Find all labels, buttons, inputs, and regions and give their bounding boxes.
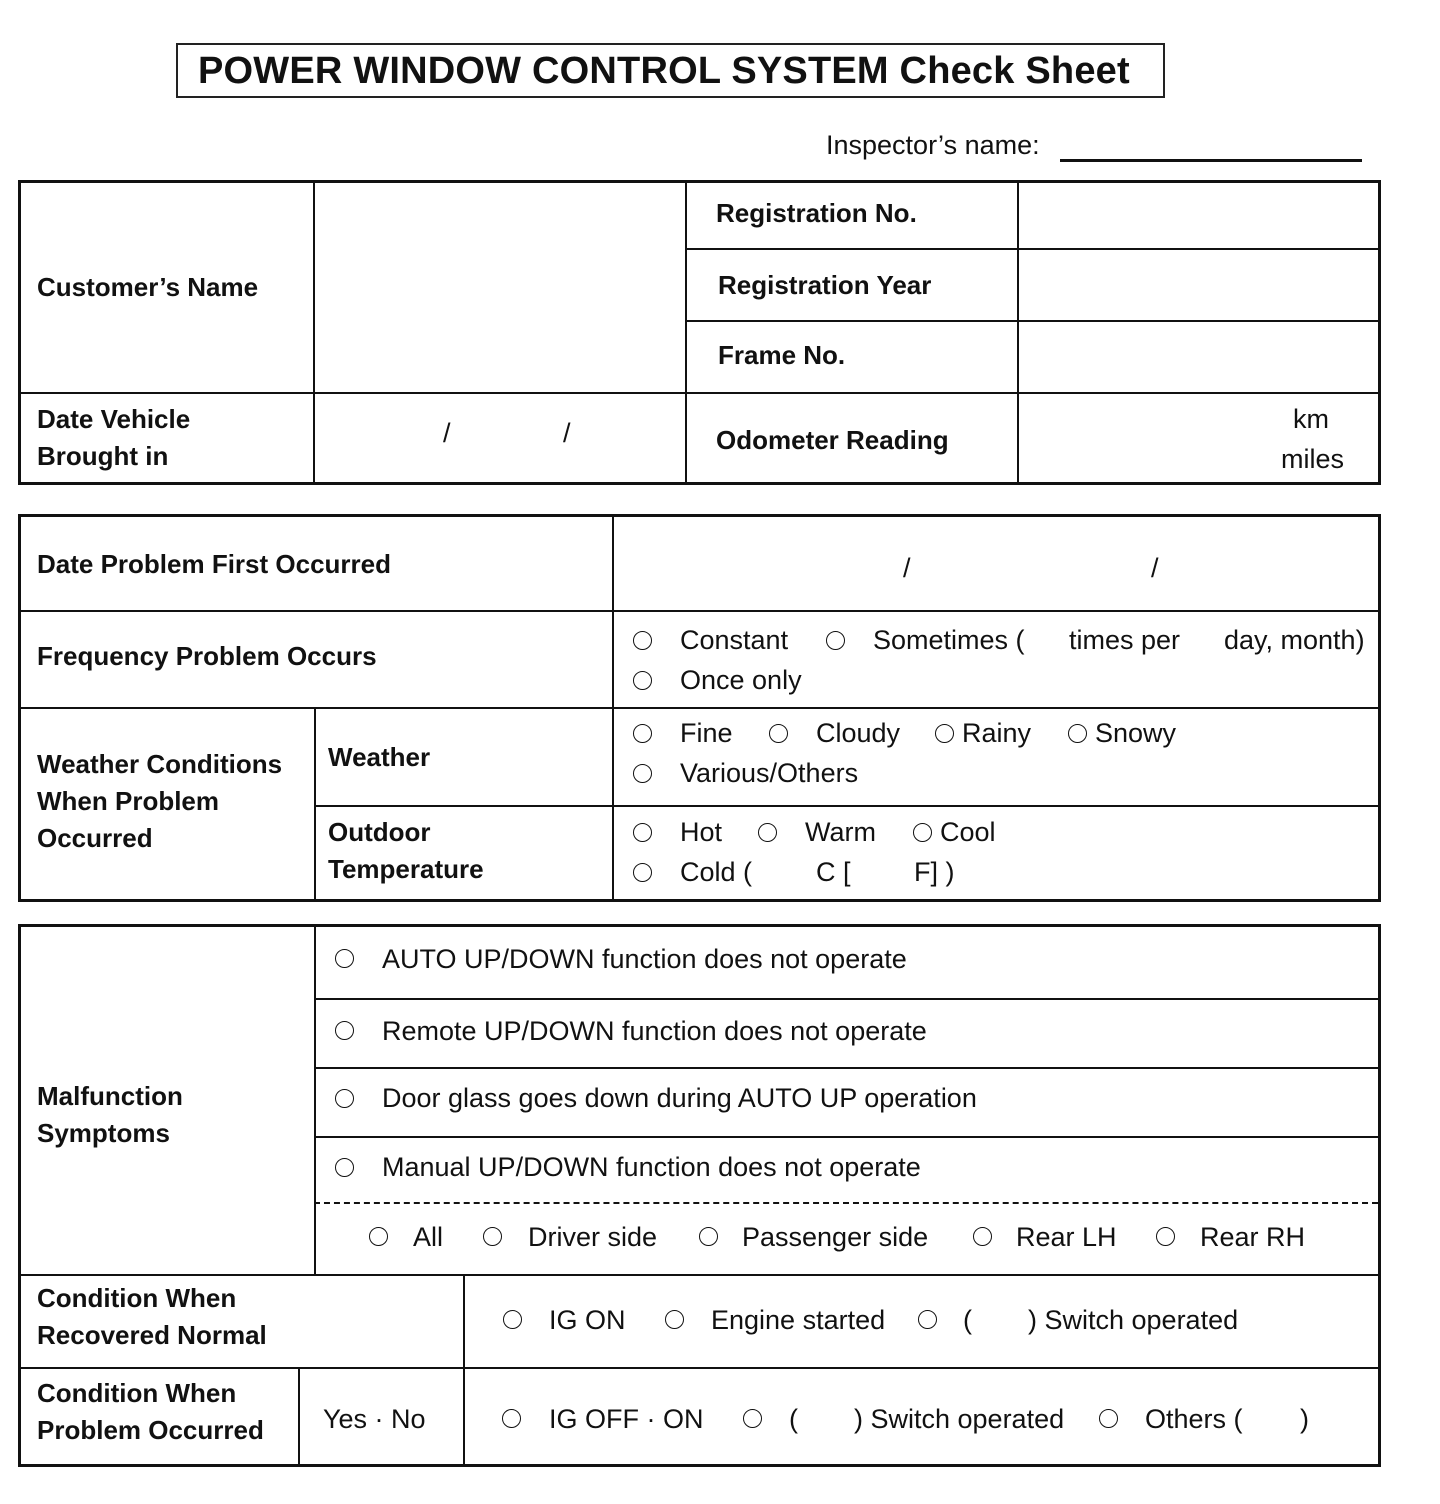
condition-recovered-label: Condition When Recovered Normal xyxy=(37,1283,267,1350)
occurred-others-label: Others ( xyxy=(1145,1404,1243,1434)
page-title: POWER WINDOW CONTROL SYSTEM Check Sheet xyxy=(176,43,1165,98)
side-passenger-label: Passenger side xyxy=(742,1222,929,1252)
occurred-ig-label: IG OFF · ON xyxy=(549,1404,704,1434)
recovered-ig-on-label: IG ON xyxy=(549,1305,626,1335)
symptom-remote-label: Remote UP/DOWN function does not operate xyxy=(382,1016,927,1046)
weather-snowy-label: Snowy xyxy=(1095,718,1177,748)
radio-side-all[interactable] xyxy=(369,1227,388,1246)
customer-name-field[interactable] xyxy=(314,184,680,389)
date-first-occurred-field[interactable] xyxy=(614,518,1376,606)
radio-side-passenger[interactable] xyxy=(699,1227,718,1246)
radio-recovered-engine[interactable] xyxy=(665,1310,684,1329)
radio-cool[interactable] xyxy=(913,823,932,842)
frequency-label: Frequency Problem Occurs xyxy=(37,641,377,671)
radio-snowy[interactable] xyxy=(1068,724,1087,743)
freq-constant-label: Constant xyxy=(680,625,789,655)
recovered-switch-label: ) Switch operated xyxy=(1028,1305,1239,1335)
temp-warm-label: Warm xyxy=(805,817,876,847)
occurred-open-paren: ( xyxy=(789,1404,798,1434)
malfunction-symptoms-label: Malfunction Symptoms xyxy=(37,1081,183,1148)
radio-once-only[interactable] xyxy=(633,671,652,690)
temp-cool-label: Cool xyxy=(940,817,996,847)
frame-no-label: Frame No. xyxy=(718,340,846,370)
weather-various-label: Various/Others xyxy=(680,758,859,788)
unit-miles: miles xyxy=(1281,444,1345,474)
date-separator: / xyxy=(903,553,911,583)
radio-side-rear-lh[interactable] xyxy=(973,1227,992,1246)
date-separator: / xyxy=(563,418,571,448)
radio-constant[interactable] xyxy=(633,631,652,650)
registration-no-label: Registration No. xyxy=(716,198,917,228)
radio-rainy[interactable] xyxy=(935,724,954,743)
radio-recovered-switch[interactable] xyxy=(918,1310,937,1329)
radio-hot[interactable] xyxy=(633,823,652,842)
freq-day-month-label: day, month) xyxy=(1224,625,1365,655)
radio-symptom-remote[interactable] xyxy=(335,1021,354,1040)
radio-symptom-door-glass[interactable] xyxy=(335,1089,354,1108)
side-rear-lh-label: Rear LH xyxy=(1016,1222,1117,1252)
radio-occurred-others[interactable] xyxy=(1099,1409,1118,1428)
outdoor-temperature-label: Outdoor Temperature xyxy=(328,817,484,884)
side-all-label: All xyxy=(413,1222,444,1252)
radio-fine[interactable] xyxy=(633,724,652,743)
weather-conditions-label: Weather Conditions When Problem Occurred xyxy=(37,749,283,853)
freq-sometimes-label: Sometimes ( xyxy=(873,625,1025,655)
date-separator: / xyxy=(1151,553,1159,583)
condition-occurred-label: Condition When Problem Occurred xyxy=(37,1378,264,1445)
date-first-occurred-label: Date Problem First Occurred xyxy=(37,549,391,579)
recovered-engine-label: Engine started xyxy=(711,1305,886,1335)
freq-times-per-label: times per xyxy=(1069,625,1181,655)
unit-km: km xyxy=(1293,404,1329,434)
radio-cold[interactable] xyxy=(633,863,652,882)
symptom-door-glass-label: Door glass goes down during AUTO UP operation xyxy=(382,1083,977,1113)
registration-year-label: Registration Year xyxy=(718,270,932,300)
weather-label: Weather xyxy=(328,742,431,772)
occurred-yes-no-label[interactable]: Yes · No xyxy=(323,1404,426,1434)
radio-various[interactable] xyxy=(633,764,652,783)
radio-symptom-auto[interactable] xyxy=(335,949,354,968)
freq-once-label: Once only xyxy=(680,665,802,695)
radio-side-driver[interactable] xyxy=(483,1227,502,1246)
registration-year-field[interactable] xyxy=(1018,250,1376,318)
date-brought-in-field[interactable] xyxy=(314,393,680,481)
radio-recovered-ig-on[interactable] xyxy=(503,1310,522,1329)
radio-symptom-manual[interactable] xyxy=(335,1158,354,1177)
weather-rainy-label: Rainy xyxy=(962,718,1032,748)
odometer-label: Odometer Reading xyxy=(716,425,949,455)
side-driver-label: Driver side xyxy=(528,1222,658,1252)
weather-fine-label: Fine xyxy=(680,718,733,748)
radio-sometimes[interactable] xyxy=(826,631,845,650)
date-brought-in-label: Date Vehicle Brought in xyxy=(37,404,191,471)
temp-f-label: F] ) xyxy=(914,857,955,887)
radio-warm[interactable] xyxy=(758,823,777,842)
temp-c-label: C [ xyxy=(816,857,851,887)
inspector-name-label: Inspector’s name: xyxy=(826,130,1040,160)
radio-cloudy[interactable] xyxy=(769,724,788,743)
inspector-name-field[interactable] xyxy=(1060,159,1362,162)
symptom-manual-label: Manual UP/DOWN function does not operate xyxy=(382,1152,921,1182)
frame-no-field[interactable] xyxy=(1018,322,1376,388)
temp-cold-label: Cold ( xyxy=(680,857,753,887)
weather-cloudy-label: Cloudy xyxy=(816,718,901,748)
temp-hot-label: Hot xyxy=(680,817,723,847)
date-separator: / xyxy=(443,418,451,448)
registration-no-field[interactable] xyxy=(1018,184,1376,246)
radio-occurred-switch[interactable] xyxy=(743,1409,762,1428)
recovered-open-paren: ( xyxy=(963,1305,972,1335)
customer-name-label: Customer’s Name xyxy=(37,272,259,302)
occurred-close-paren: ) xyxy=(1300,1404,1309,1434)
radio-occurred-ig[interactable] xyxy=(502,1409,521,1428)
symptom-auto-label: AUTO UP/DOWN function does not operate xyxy=(382,944,907,974)
side-rear-rh-label: Rear RH xyxy=(1200,1222,1306,1252)
occurred-switch-label: ) Switch operated xyxy=(854,1404,1065,1434)
radio-side-rear-rh[interactable] xyxy=(1156,1227,1175,1246)
